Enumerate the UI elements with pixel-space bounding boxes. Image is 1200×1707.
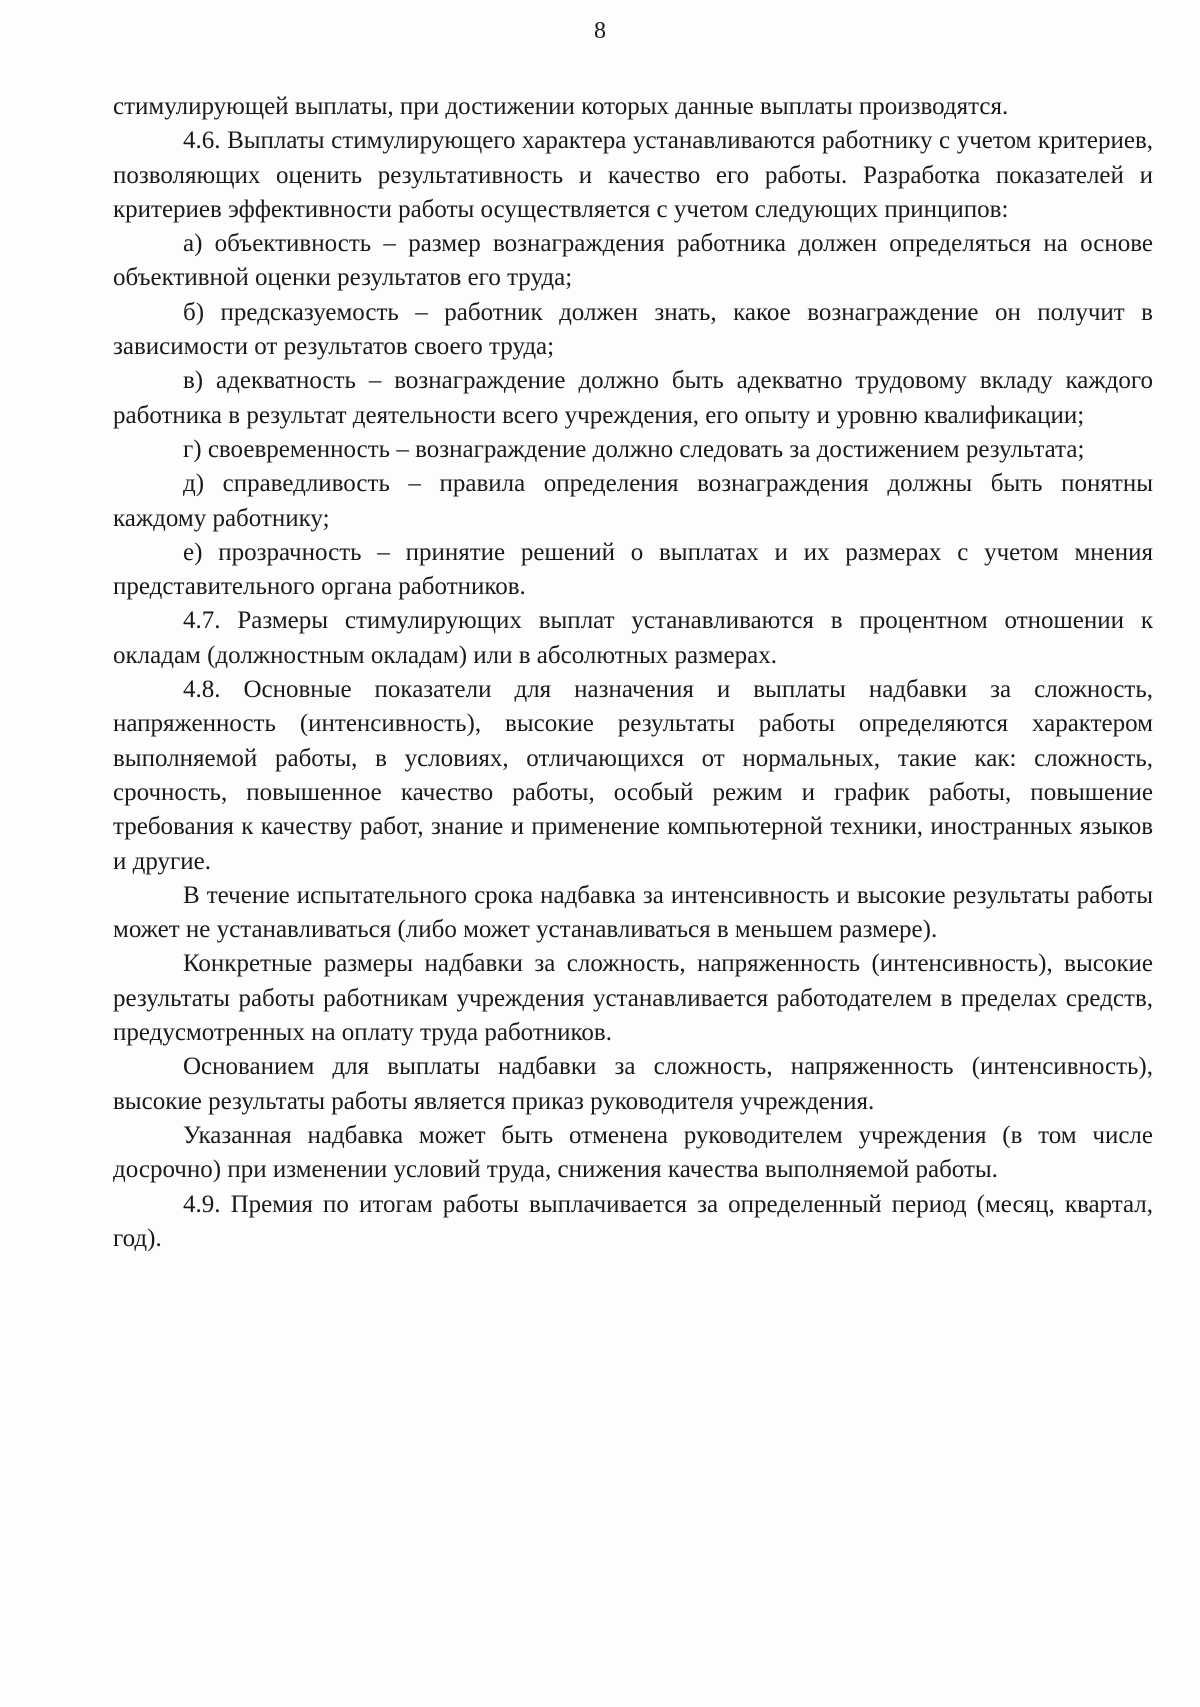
list-item-d: д) справедливость – правила определения вознаграждения должны быть понятны каждому работнику;: [113, 470, 1153, 532]
paragraph-4-6: 4.6. Выплаты стимулирующего характера устанавливаются работнику с учетом критериев, позволяющих оценить результативность и качество его работы. Разработка показателей и критериев эффективности работы осуществляется с учетом следующих принципов:: [113, 127, 1153, 223]
page-number: 8: [594, 18, 606, 44]
list-item-a: а) объективность – размер вознаграждения работника должен определяться на основе объективной оценки результатов его труда;: [113, 230, 1153, 292]
document-body: [113, 90, 1153, 1256]
list-item-b: б) предсказуемость – работник должен знать, какое вознаграждение он получит в зависимости от результатов своего труда;: [113, 298, 1153, 361]
paragraph-cancellation: Указанная надбавка может быть отменена руководителем учреждения (в том числе досрочно) при изменении условий труда, снижения качества выполняемой работы.: [113, 1121, 1153, 1184]
list-item-g: г) своевременность – вознаграждение должно следовать за достижением результата;: [183, 435, 1085, 463]
paragraph-probation: В течение испытательного срока надбавка за интенсивность и высокие результаты работы может не устанавливаться (либо может устанавливаться в меньшем размере).: [113, 881, 1153, 944]
list-item-e: е) прозрачность – принятие решений о выплатах и их размерах с учетом мнения представительного органа работников.: [113, 538, 1153, 601]
paragraph-4-7: 4.7. Размеры стимулирующих выплат устанавливаются в процентном отношении к окладам (должностным окладам) или в абсолютных размерах.: [113, 607, 1153, 669]
paragraph-4-9: 4.9. Премия по итогам работы выплачивается за определенный период (месяц, квартал, год).: [113, 1190, 1153, 1252]
paragraph-continuation: стимулирующей выплаты, при достижении которых данные выплаты производятся.: [113, 93, 1009, 120]
paragraph-amounts: Конкретные размеры надбавки за сложность, напряженность (интенсивность), высокие результаты работы работникам учреждения устанавливается работодателем в пределах средств, предусмотренных на оплату труда работников.: [113, 950, 1153, 1047]
paragraph-basis: Основанием для выплаты надбавки за сложность, напряженность (интенсивность), высокие результаты работы является приказ руководителя учреждения.: [113, 1053, 1153, 1115]
paragraph-4-8: 4.8. Основные показатели для назначения и выплаты надбавки за сложность, напряженность (интенсивность), высокие результаты работы определяются характером выполняемой работы, в условиях, отличающихся от нормальных, такие как: сложность, срочность, повышенное качество работы, особый режим и график работы, повышение требования к качеству работ, знание и применение компьютерной техники, иностранных языков и другие.: [113, 676, 1153, 875]
list-item-v: в) адекватность – вознаграждение должно быть адекватно трудовому вкладу каждого работника в результат деятельности всего учреждения, его опыту и уровню квалификации;: [113, 367, 1153, 429]
